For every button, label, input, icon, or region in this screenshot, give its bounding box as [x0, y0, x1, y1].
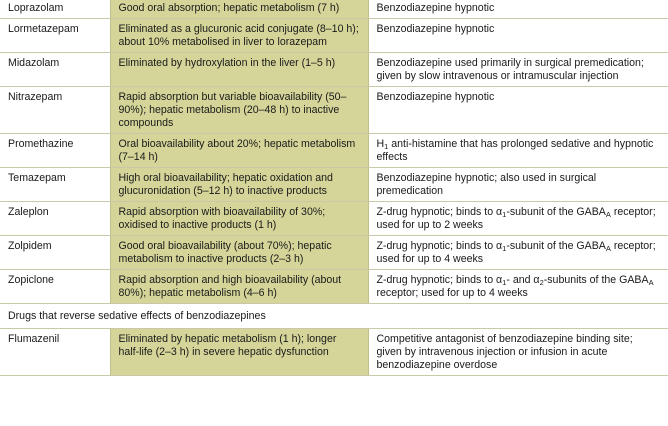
comments [368, 270, 668, 304]
drug-name: Promethazine [0, 134, 110, 168]
pharmacokinetics: High oral bioavailability; hepatic oxidation and glucuronidation (5–12 h) to inactive products [110, 168, 368, 202]
drug-name: Lormetazepam [0, 19, 110, 53]
pharmacokinetics: Good oral absorption; hepatic metabolism (7 h) [110, 0, 368, 19]
comments: Benzodiazepine hypnotic [368, 19, 668, 53]
comments: Benzodiazepine hypnotic [368, 87, 668, 134]
comment-text: receptor; used for up to 2 weeks [376, 206, 656, 231]
pharmacokinetics: Oral bioavailability about 20%; hepatic metabolism (7–14 h) [110, 134, 368, 168]
table-row [0, 53, 668, 87]
comments [368, 134, 668, 168]
table-row [0, 87, 668, 134]
comments: Benzodiazepine hypnotic [368, 0, 668, 19]
comment-text: - and α [506, 274, 540, 286]
comment-text: -subunits of the GABA [543, 274, 649, 286]
subscript: 1 [502, 210, 507, 219]
drug-name: Nitrazepam [0, 87, 110, 134]
subscript: 1 [502, 244, 507, 253]
section-heading: Drugs that reverse sedative effects of benzodiazepines [0, 304, 668, 329]
table-row [0, 19, 668, 53]
table-row [0, 168, 668, 202]
subscript: A [605, 244, 611, 253]
drug-name: Temazepam [0, 168, 110, 202]
pharmacokinetics: Eliminated by hepatic metabolism (1 h); longer half-life (2–3 h) in severe hepatic dysfunction [110, 329, 368, 376]
subscript: 1 [502, 278, 507, 287]
comment-text: H [376, 138, 385, 150]
drug-name: Zopiclone [0, 270, 110, 304]
comment-text: receptor; used for up to 4 weeks [376, 287, 528, 299]
pharmacokinetics: Rapid absorption and high bioavailability (about 80%); hepatic metabolism (4–6 h) [110, 270, 368, 304]
table-row [0, 270, 668, 304]
subscript: A [605, 210, 611, 219]
pharmacokinetics: Rapid absorption with bioavailability of 30%; oxidised to inactive products (1 h) [110, 202, 368, 236]
comments: Benzodiazepine used primarily in surgical premedication; given by slow intravenous or intramuscular injection [368, 53, 668, 87]
table-row [0, 236, 668, 270]
drug-name: Midazolam [0, 53, 110, 87]
table-row [0, 202, 668, 236]
comments [368, 236, 668, 270]
comment-text: -subunit of the GABA [506, 240, 606, 252]
subscript: 2 [539, 278, 544, 287]
pharmacokinetics: Eliminated by hydroxylation in the liver (1–5 h) [110, 53, 368, 87]
pharmacokinetics: Good oral bioavailability (about 70%); hepatic metabolism to inactive products (2–3 h) [110, 236, 368, 270]
drug-name: Zolpidem [0, 236, 110, 270]
pharmacokinetics: Eliminated as a glucuronic acid conjugate (8–10 h); about 10% metabolised in liver to lorazepam [110, 19, 368, 53]
drug-name: Loprazolam [0, 0, 110, 19]
table-row [0, 134, 668, 168]
drug-name: Zaleplon [0, 202, 110, 236]
comment-text: Z-drug hypnotic; binds to α [376, 274, 503, 286]
comment-text: Z-drug hypnotic; binds to α [376, 240, 503, 252]
subscript: 1 [384, 142, 389, 151]
table-row [0, 0, 668, 19]
comment-text: -subunit of the GABA [506, 206, 606, 218]
comment-text: anti-histamine that has prolonged sedative and hypnotic effects [376, 138, 654, 163]
comment-text: Z-drug hypnotic; binds to α [376, 206, 503, 218]
comments [368, 202, 668, 236]
comments: Competitive antagonist of benzodiazepine binding site; given by intravenous injection or infusion in acute benzodiazepine overdose [368, 329, 668, 376]
subscript: A [648, 278, 654, 287]
drug-name: Flumazenil [0, 329, 110, 376]
pharmacokinetics: Rapid absorption but variable bioavailability (50–90%); hepatic metabolism (20–48 h) to inactive compounds [110, 87, 368, 134]
comments: Benzodiazepine hypnotic; also used in surgical premedication [368, 168, 668, 202]
section-heading-row [0, 304, 668, 329]
table-row [0, 329, 668, 376]
comment-text: receptor; used for up to 4 weeks [376, 240, 656, 265]
